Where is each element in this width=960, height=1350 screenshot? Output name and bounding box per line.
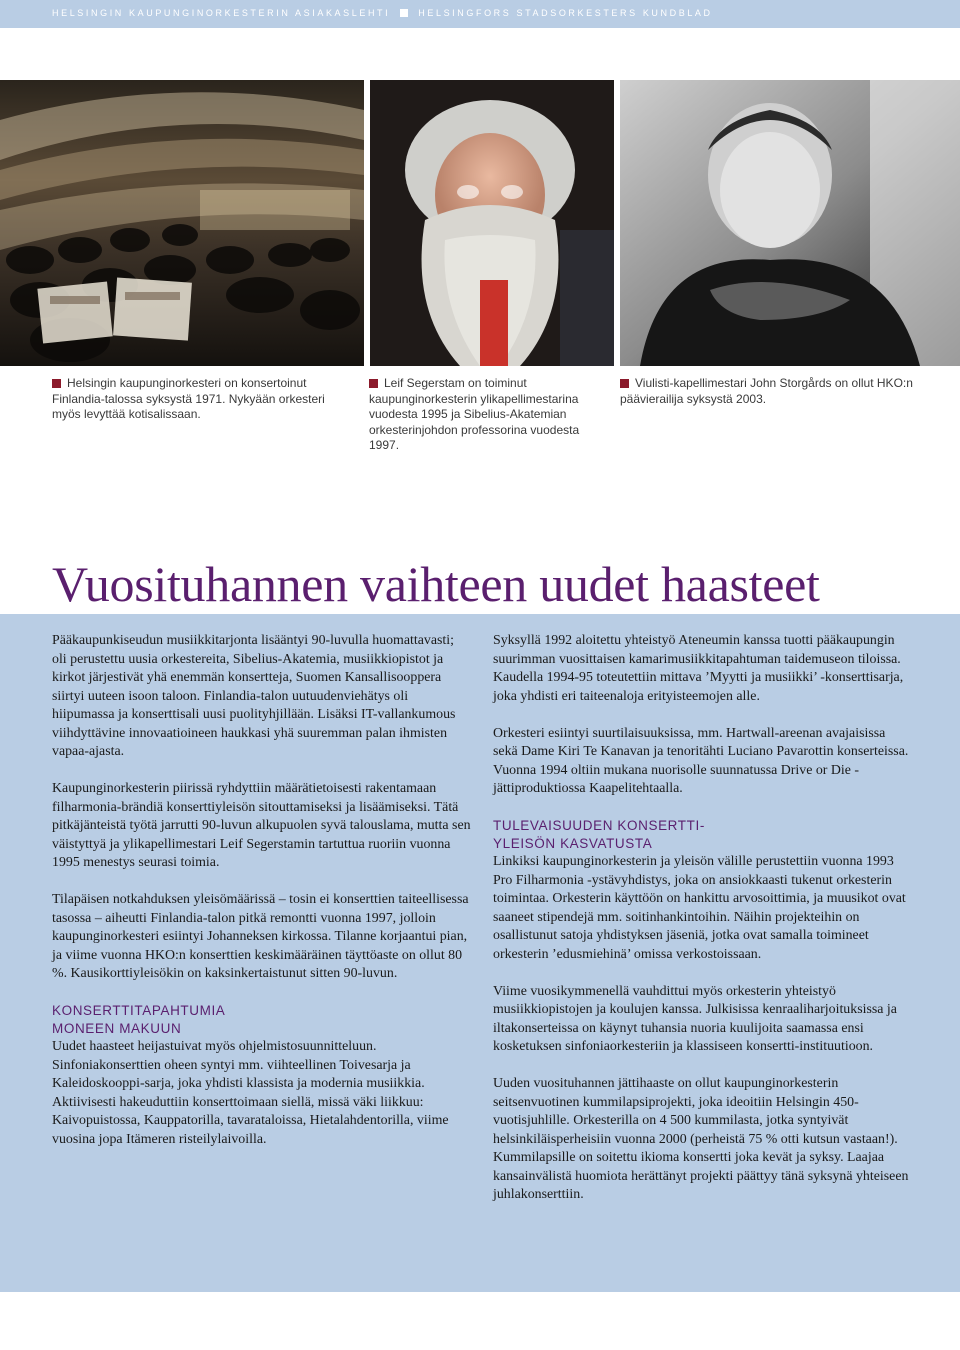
paragraph: Syksyllä 1992 aloitettu yhteistyö Ateneumin kanssa tuotti pääkaupungin suurimman vuosittaisen kamarimusiikkitapahtuman taidemuseon tiloissa. Kaudella 1994-95 toteutettiin mittava ’Myytti ja musiikki’ -konserttisarja, joka yhdisti eri taiteenaloja erityisteemojen alle. xyxy=(493,633,904,704)
article-right-column xyxy=(493,632,913,1223)
paragraph: Tilapäisen notkahduksen yleisömäärissä – tosin ei konserttien taiteellisessa tasossa – aiheutti Finlandia-talon pitkä remontti vuonna 1997, jolloin kaupunginorkesteri esiintyi Johanneksen kirkossa. Tilanne korjaantui pian, ja viime vuonna HKO:n konserttien keskimääräinen täyttöaste on ollut 80 %. Kausikorttiyleisökin on kaksinkertaistunut sitten 90-luvun. xyxy=(52,892,469,981)
photo-john-storgards xyxy=(620,80,960,366)
paragraph: Viime vuosikymmenellä vauhdittui myös orkesterin yhteistyö musiikkiopistojen ja koulujen kanssa. Julkisissa kenraaliharjoituksissa ja iltakonserteissa on käynyt tuhansia nuoria kuulijoita saamassa ensi kosketuksen sinfoniaorkesteriin ja klassiseen konsertti-instituutioon. xyxy=(493,983,897,1054)
caption-bullet-icon xyxy=(620,379,629,388)
caption-bullet-icon xyxy=(52,379,61,388)
caption-concert-hall xyxy=(52,376,352,423)
article-left-column xyxy=(52,632,472,1168)
paragraph: Orkesteri esiintyi suurtilaisuuksissa, mm. Hartwall-areenan avajaisissa sekä Dame Kiri Te Kanavan ja tenoritähti Luciano Pavarottin konserteissa. Vuonna 1994 oltiin mukana nuorisolle suunnatussa Drive or Die -jättiproduktiossa Kaapelitehtaalla. xyxy=(493,725,909,796)
caption-bullet-icon xyxy=(369,379,378,388)
paragraph: Kaupunginorkesterin piirissä ryhdyttiin määrätietoisesti rakentamaan filharmonia-brändiä konserttiyleisön sitouttamiseksi ja lisäämiseksi. Tätä pitkäjänteistä työtä jarrutti 90-luvun alkupuolen syvä talouslama, mutta sen väistyttyä ja ylikapellimestari Leif Segerstamin tartuttua ruoriin vuonna 1995 menestys seurasi toimia. xyxy=(52,781,471,870)
header-bar xyxy=(0,0,960,28)
subheading: KONSERTTITAPAHTUMIA MONEEN MAKUUN xyxy=(52,1003,226,1036)
header-right: HELSINGFORS STADSORKESTERS KUNDBLAD xyxy=(418,8,713,18)
caption-text: Helsingin kaupunginorkesteri on konsertoinut Finlandia-talossa syksystä 1971. Nykyään orkesteri myös levyttää kotisalissaan. xyxy=(52,376,325,421)
caption-segerstam xyxy=(369,376,609,454)
photo-concert-hall xyxy=(0,80,364,366)
paragraph: Pääkaupunkiseudun musiikkitarjonta lisääntyi 90-luvulla huomattavasti; oli perustettu uusia orkestereita, Sibelius-Akatemia, musiikkiopistot ja kirkot järjestivät yhä enemmän konsertteja, Suomen Kansallisooppera siirtyi uuteen isoon taloon. Finlandia-talon uutuudenviehätys oli hiipumassa ja konserttisali uusi puolityhjillään. Lisäksi IT-vallankumous viihdyttävine innovaatioineen haukkasi yhä suuremman palan ihmisten vapaa-ajasta. xyxy=(52,633,456,759)
header-text xyxy=(52,8,713,18)
caption-text: Leif Segerstam on toiminut kaupunginorkesterin ylikapellimestarina vuodesta 1995 ja Sibelius-Akatemian orkesterinjohdon professorina vuodesta 1997. xyxy=(369,376,580,452)
paragraph: Uuden vuosituhannen jättihaaste on ollut kaupunginorkesterin seitsenvuotinen kummilapsiprojekti, joka ideoitiin Helsingin 450-vuotisjuhlille. Orkesterilla on 4 500 kummilasta, jotka syntyivät helsinkiläisperheisiin vuonna 2000 (perheistä 75 % otti kutsun vastaan!). Kummilapsille on soitettu ikioma konsertti joka kevät ja syksy. Laajaa kansainvälistä huomiota herättänyt projekti päättyy tänä syksynä yhteiseen juhlakonserttiin. xyxy=(493,1076,909,1202)
paragraph: Uudet haasteet heijastuivat myös ohjelmistosuunnitteluun. Sinfoniakonserttien oheen syntyi mm. viihteellinen Toivesarja ja Kaleidoskooppi-sarja, joka yhdisti klassista ja modernia musiikkia. Aktiivisesti hakeuduttiin konserttoimaan siellä, missä väki liikkuu: Kaivopuistossa, Kauppatorilla, tavarataloissa, Hietalahdentorilla, viime vuosina jopa Itämeren risteilylaivoilla. xyxy=(52,1039,449,1147)
photo-leif-segerstam xyxy=(370,80,614,366)
caption-storgards xyxy=(620,376,930,407)
caption-text: Viulisti-kapellimestari John Storgårds on ollut HKO:n päävierailija syksystä 2003. xyxy=(620,376,913,406)
paragraph: Linkiksi kaupunginorkesterin ja yleisön välille perustettiin vuonna 1993 Pro Filharmonia -ystävyhdistys, joka on ansiokkaasti tukenut orkesterin toimintaa. Orkesterin käyttöön on hankittu arvosoittimia, ja muusikot ovat saaneet stipendejä mm. soitinhankintoihin. Näihin projekteihin on osallistunut satoja yhdistyksen jäseniä, jotka ovat samalla toimineet orkesterin ’edusmiehinä’ omissa verkostoissaan. xyxy=(493,854,906,962)
article-title: Vuosituhannen vaihteen uudet haasteet xyxy=(52,556,820,612)
subheading: TULEVAISUUDEN KONSERTTI- YLEISÖN KASVATUSTA xyxy=(493,818,705,851)
header-left: HELSINGIN KAUPUNGINORKESTERIN ASIAKASLEHTI xyxy=(52,8,391,18)
separator-square-icon xyxy=(400,9,408,17)
